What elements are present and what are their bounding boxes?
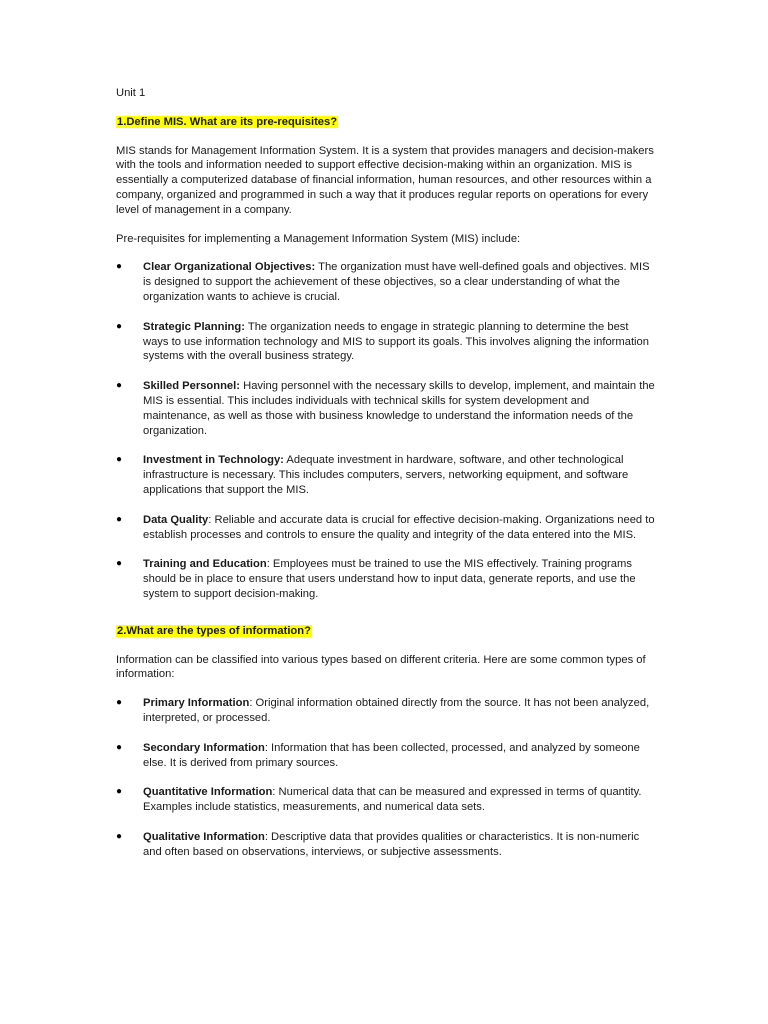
list-item-term: Training and Education xyxy=(143,558,267,571)
bullet-icon: ● xyxy=(116,454,123,466)
list-item xyxy=(116,696,656,726)
list-item-text: Having personnel with the necessary skills to develop, implement, and maintain the MIS is essential. This includes individuals with technical skills for system development and maintenance, as well as those with business knowledge to understand the information needs of the organization. xyxy=(143,380,655,437)
information-types-list xyxy=(116,696,656,859)
list-item-text: : Numerical data that can be measured and expressed in terms of quantity. Examples include statistics, measurements, and numerical data sets. xyxy=(143,786,642,814)
list-item-term: Data Quality xyxy=(143,513,209,526)
list-item xyxy=(116,741,656,771)
unit-label: Unit 1 xyxy=(116,87,146,99)
list-item xyxy=(116,830,656,860)
list-item xyxy=(116,379,656,438)
list-item xyxy=(116,453,656,497)
bullet-icon: ● xyxy=(116,786,123,798)
list-item-term: Strategic Planning: xyxy=(143,320,245,333)
list-item-term: Clear Organizational Objectives: xyxy=(143,261,316,274)
list-item-text: : Employees must be trained to use the MIS effectively. Training programs should be in place to ensure that users understand how to input data, generate reports, and use the system to support decision-making. xyxy=(143,558,636,600)
list-item xyxy=(116,785,656,815)
bullet-icon: ● xyxy=(116,558,123,570)
list-item xyxy=(116,320,656,364)
bullet-icon: ● xyxy=(116,697,123,709)
bullet-icon: ● xyxy=(116,320,123,332)
prerequisites-lead: Pre-requisites for implementing a Management Information System (MIS) include: xyxy=(116,232,521,245)
list-item-term: Secondary Information xyxy=(143,741,265,754)
list-item-term: Investment in Technology: xyxy=(143,454,284,467)
list-item xyxy=(116,557,656,601)
list-item-text: The organization must have well-defined goals and objectives. MIS is designed to support the achievement of these objectives, so a clear understanding of what the organization wants to achieve is crucial. xyxy=(143,261,650,303)
bullet-icon: ● xyxy=(116,741,123,753)
list-item-term: Skilled Personnel: xyxy=(143,380,240,393)
list-item-text: The organization needs to engage in strategic planning to determine the best ways to use information technology and MIS to support its goals. This involves aligning the information systems with the overall business strategy. xyxy=(143,320,649,363)
list-item-term: Quantitative Information xyxy=(143,786,273,799)
question-2-heading-text: 2.What are the types of information? xyxy=(117,624,311,637)
question-2-intro: Information can be classified into various types based on different criteria. Here are some common types of information: xyxy=(116,653,646,681)
list-item-text: Adequate investment in hardware, software, and other technological infrastructure is necessary. This includes computers, servers, networking equipment, and software applications that support the MIS. xyxy=(143,454,629,496)
question-1-intro: MIS stands for Management Information System. It is a system that provides managers and decision-makers with the tools and information needed to support effective decision-making within an organization. MIS is essentially a computerized database of financial information, human resources, and other resources within a company, organized and programmed in such a way that it produces regular reports on operations for every level of management in a company. xyxy=(116,144,654,216)
question-1-heading-text: 1.Define MIS. What are its pre-requisites? xyxy=(117,115,338,128)
bullet-icon: ● xyxy=(116,261,123,273)
list-item-text: : Original information obtained directly from the source. It has not been analyzed, interpreted, or processed. xyxy=(143,697,650,724)
list-item-text: : Information that has been collected, processed, and analyzed by someone else. It is derived from primary sources. xyxy=(143,741,640,769)
bullet-icon: ● xyxy=(116,513,123,525)
list-item-term: Qualitative Information xyxy=(143,830,265,843)
list-item xyxy=(116,513,656,543)
question-2-heading xyxy=(116,624,656,639)
document-body xyxy=(116,86,656,874)
bullet-icon: ● xyxy=(116,830,123,842)
list-item-text: : Reliable and accurate data is crucial for effective decision-making. Organizations need to establish processes and controls to ensure the quality and integrity of the data entered into the MIS. xyxy=(143,513,655,541)
bullet-icon: ● xyxy=(116,380,123,392)
list-item xyxy=(116,260,656,304)
prerequisites-list xyxy=(116,260,656,601)
list-item-term: Primary Information xyxy=(143,697,250,710)
question-1-heading xyxy=(116,115,656,130)
list-item-text: : Descriptive data that provides qualities or characteristics. It is non-numeric and often based on observations, interviews, or subjective assessments. xyxy=(143,830,640,858)
